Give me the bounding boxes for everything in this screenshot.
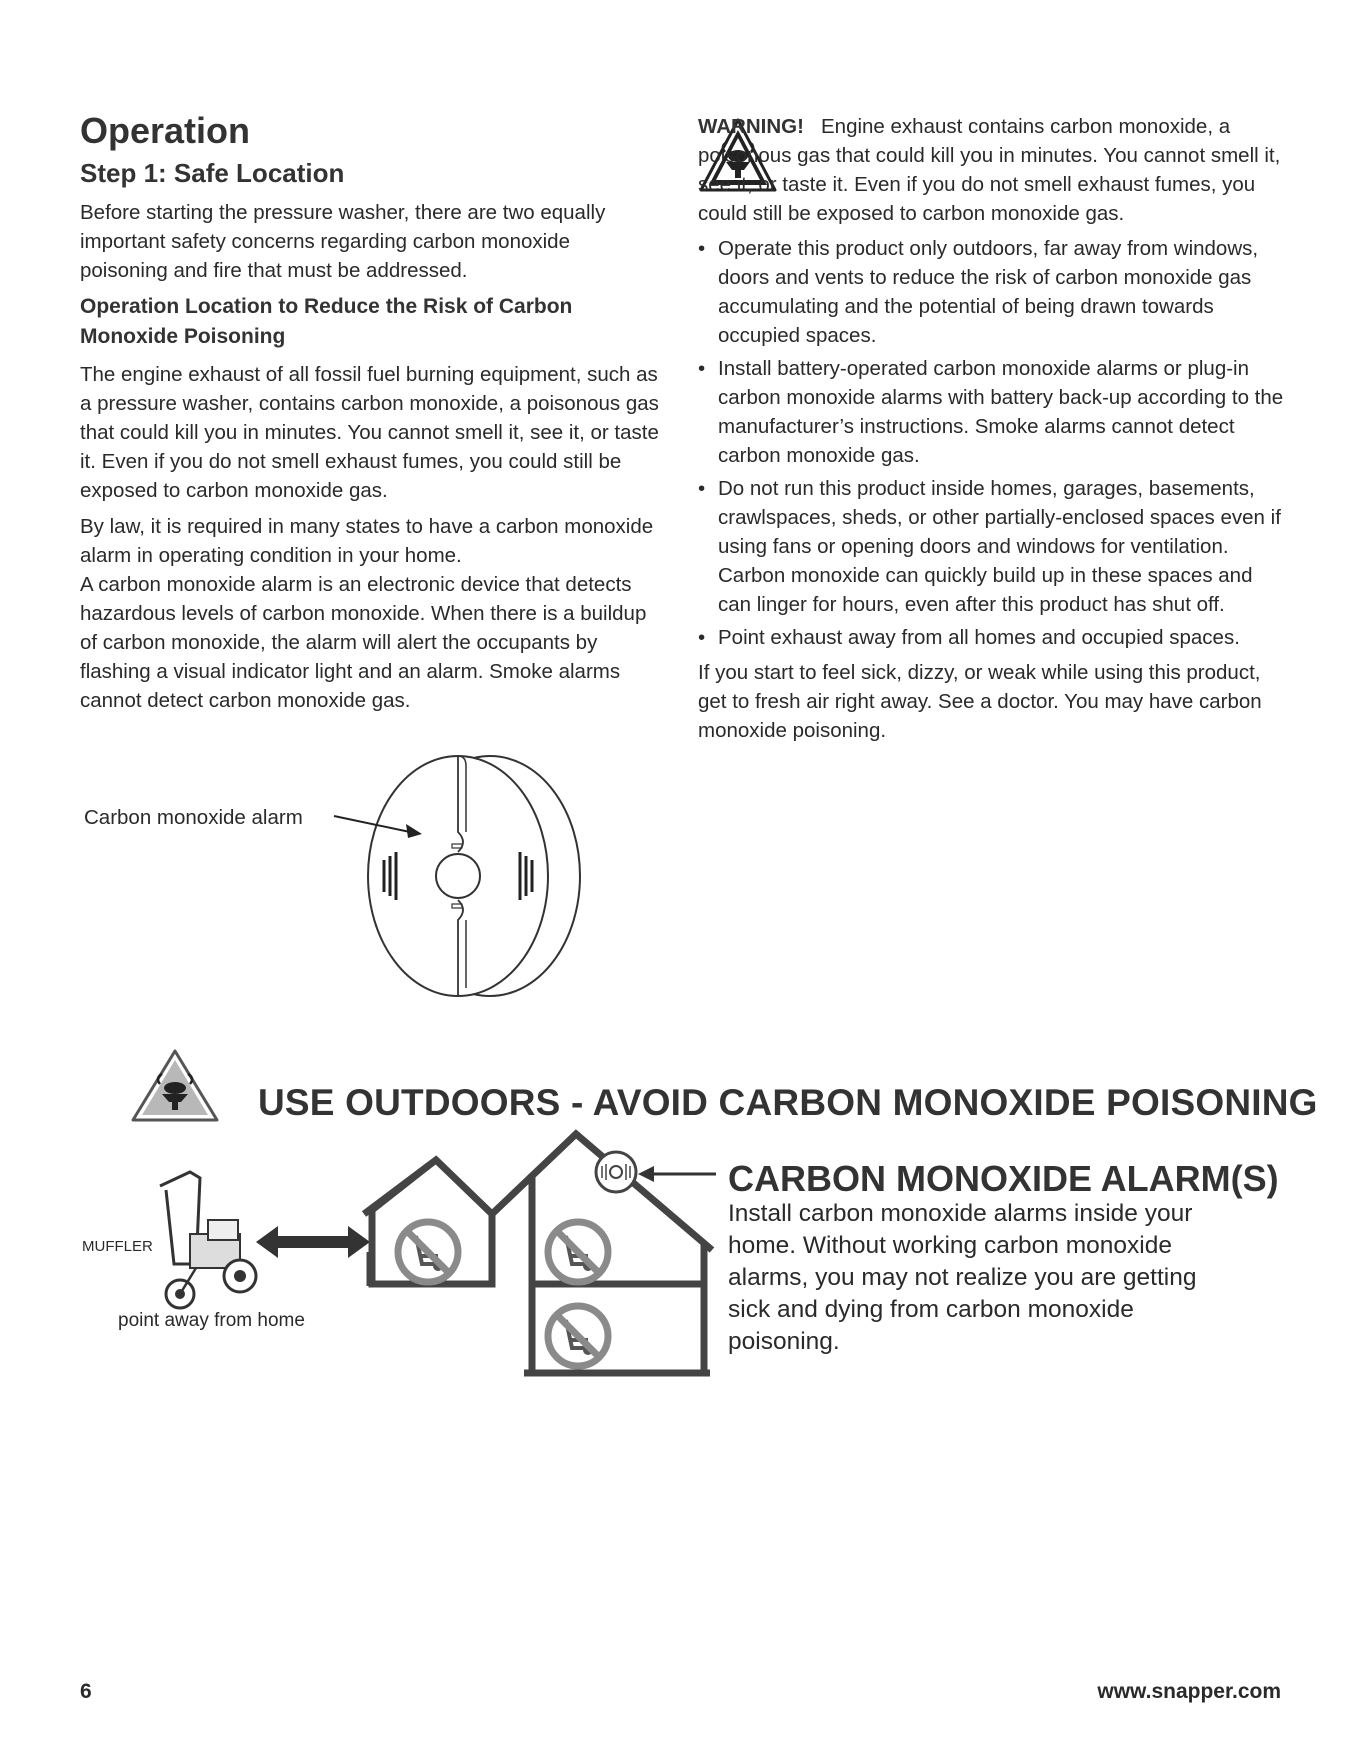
warning-paragraph [698, 112, 1288, 228]
list-item: • Operate this product only outdoors, far away from windows, doors and vents to reduce the risk of carbon monoxide gas accumulating and the potential of being drawn towards occupied spaces. [698, 234, 1288, 350]
no-washer-icon [548, 1222, 608, 1282]
no-washer-icon [548, 1306, 608, 1366]
no-washer-icon [398, 1222, 458, 1282]
left-column [80, 198, 660, 722]
law-paragraph: By law, it is required in many states to have a carbon monoxide alarm in operating condition in your home. [80, 515, 654, 567]
list-item: • Point exhaust away from all homes and occupied spaces. [698, 623, 1288, 652]
warning-label: WARNING! [698, 115, 804, 138]
warning-text: Engine exhaust contains carbon monoxide, a poisonous gas that could kill you in minutes. You cannot smell it, see it, or taste it. Even if you do not smell exhaust fumes, you could still be exposed to carbon monoxide gas. [698, 115, 1281, 225]
muffler-label: MUFFLER [82, 1238, 153, 1255]
double-arrow-icon [254, 1222, 372, 1262]
footer-url[interactable]: www.snapper.com [1097, 1680, 1281, 1703]
right-column [698, 112, 1288, 745]
step-title: Step 1: Safe Location [80, 158, 345, 188]
alarms-body: Install carbon monoxide alarms inside your home. Without working carbon monoxide alarms, you may not realize you are getting sick and dying from carbon monoxide poisoning. [728, 1200, 1197, 1355]
alarm-figure-label: Carbon monoxide alarm [84, 806, 303, 829]
closing-paragraph: If you start to feel sick, dizzy, or weak while using this product, get to fresh air right away. See a doctor. You may have carbon monoxide poisoning. [698, 661, 1262, 742]
page-title: Operation [80, 110, 251, 151]
section-subheading: Operation Location to Reduce the Risk of Carbon Monoxide Poisoning [80, 295, 573, 348]
alarm-paragraph: A carbon monoxide alarm is an electronic device that detects hazardous levels of carbon monoxide. When there is a buildup of carbon monoxide, the alarm will alert the occupants by flashing a visual indicator light and an alarm. Smoke alarms cannot detect carbon monoxide gas. [80, 573, 647, 712]
list-item: • Install battery-operated carbon monoxide alarms or plug-in carbon monoxide alarms with battery back-up according to the manufacturer’s instructions. Smoke alarms cannot detect carbon monoxide gas. [698, 354, 1288, 470]
page-number: 6 [80, 1680, 92, 1703]
list-item: • Do not run this product inside homes, garages, basements, crawlspaces, sheds, or other partially-enclosed spaces even if using fans or opening doors and windows for ventilation. Carbon monoxide can quickly build up in these spaces and can linger for hours, even after this product has shut off. [698, 474, 1288, 619]
safety-bullet-list [698, 234, 1288, 652]
intro-paragraph: Before starting the pressure washer, there are two equally important safety concerns regarding carbon monoxide poisoning and fire that must be addressed. [80, 201, 606, 282]
alarms-heading: CARBON MONOXIDE ALARM(S) [728, 1158, 1279, 1199]
co-alarm-icon [330, 752, 590, 1002]
exhaust-paragraph: The engine exhaust of all fossil fuel burning equipment, such as a pressure washer, contains carbon monoxide, a poisonous gas that could kill you in minutes. You cannot smell it, see it, or taste it. Even if you do not smell exhaust fumes, you could still be exposed to carbon monoxide gas. [80, 363, 659, 502]
pointer-arrow-icon [636, 1162, 718, 1186]
warning-triangle-icon [130, 1048, 220, 1124]
banner-title: USE OUTDOORS - AVOID CARBON MONOXIDE POISONING [258, 1082, 1318, 1123]
pointer-arrow-icon [332, 808, 424, 838]
point-away-label: point away from home [118, 1310, 305, 1331]
